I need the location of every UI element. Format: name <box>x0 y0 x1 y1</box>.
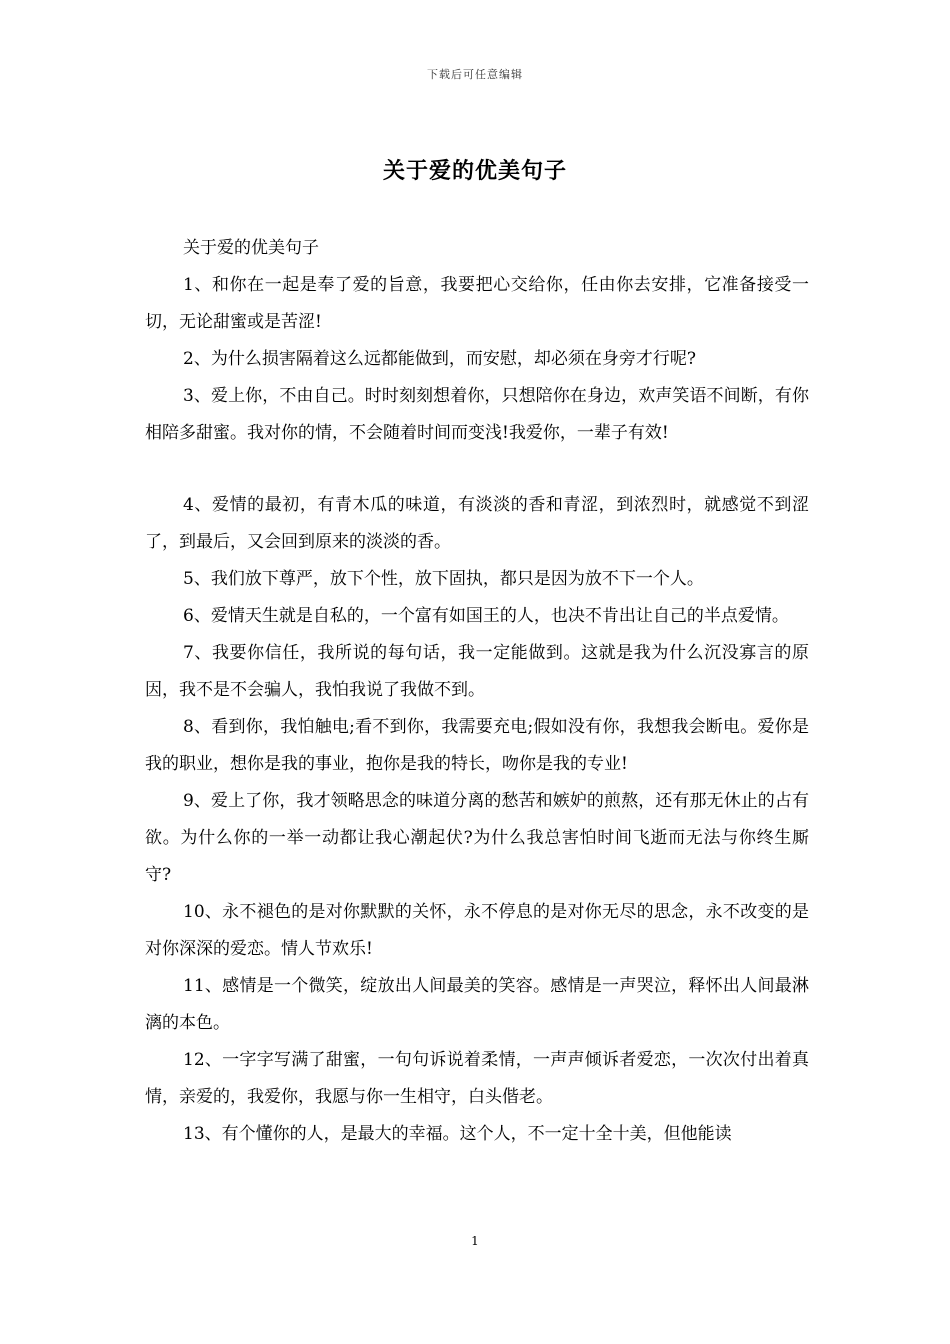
paragraph-2: 2、为什么损害隔着这么远都能做到，而安慰，却必须在身旁才行呢? <box>183 349 696 369</box>
header-note: 下载后可任意编辑 <box>427 68 523 81</box>
document-body <box>145 230 809 1153</box>
subtitle-paragraph: 关于爱的优美句子 <box>183 238 319 258</box>
paragraph-7: 7、我要你信任，我所说的每句话，我一定能做到。这就是我为什么沉没寡言的原因，我不是不会骗人，我怕我说了我做不到。 <box>145 643 809 700</box>
paragraph-10: 10、永不褪色的是对你默默的关怀，永不停息的是对你无尽的思念，永不改变的是对你深深的爱恋。情人节欢乐! <box>145 902 809 959</box>
paragraph-6: 6、爱情天生就是自私的，一个富有如国王的人，也决不肯出让自己的半点爱情。 <box>183 606 789 626</box>
paragraph-4: 4、爱情的最初，有青木瓜的味道，有淡淡的香和青涩，到浓烈时，就感觉不到涩了，到最后，又会回到原来的淡淡的香。 <box>145 495 809 552</box>
paragraph-gap <box>145 452 809 487</box>
document-title: 关于爱的优美句子 <box>382 158 567 184</box>
paragraph-9: 9、爱上了你，我才领略思念的味道分离的愁苦和嫉妒的煎熬，还有那无休止的占有欲。为什么你的一举一动都让我心潮起伏?为什么我总害怕时间飞逝而无法与你终生厮守? <box>145 791 809 885</box>
paragraph-11: 11、感情是一个微笑，绽放出人间最美的笑容。感情是一声哭泣，释怀出人间最淋漓的本色。 <box>145 976 809 1033</box>
paragraph-12: 12、一字字写满了甜蜜，一句句诉说着柔情，一声声倾诉者爱恋，一次次付出着真情，亲爱的，我爱你，我愿与你一生相守，白头偕老。 <box>145 1050 809 1107</box>
paragraph-13: 13、有个懂你的人，是最大的幸福。这个人，不一定十全十美，但他能读 <box>183 1124 732 1144</box>
paragraph-3: 3、爱上你，不由自己。时时刻刻想着你，只想陪你在身边，欢声笑语不间断，有你相陪多甜蜜。我对你的情，不会随着时间而变浅!我爱你，一辈子有效! <box>145 386 809 443</box>
paragraph-8: 8、看到你，我怕触电;看不到你，我需要充电;假如没有你，我想我会断电。爱你是我的职业，想你是我的事业，抱你是我的特长，吻你是我的专业! <box>145 717 809 774</box>
paragraph-1: 1、和你在一起是奉了爱的旨意，我要把心交给你，任由你去安排，它准备接受一切，无论甜蜜或是苦涩! <box>145 275 809 332</box>
paragraph-5: 5、我们放下尊严，放下个性，放下固执，都只是因为放不下一个人。 <box>183 569 704 589</box>
page-number: 1 <box>471 1234 479 1248</box>
